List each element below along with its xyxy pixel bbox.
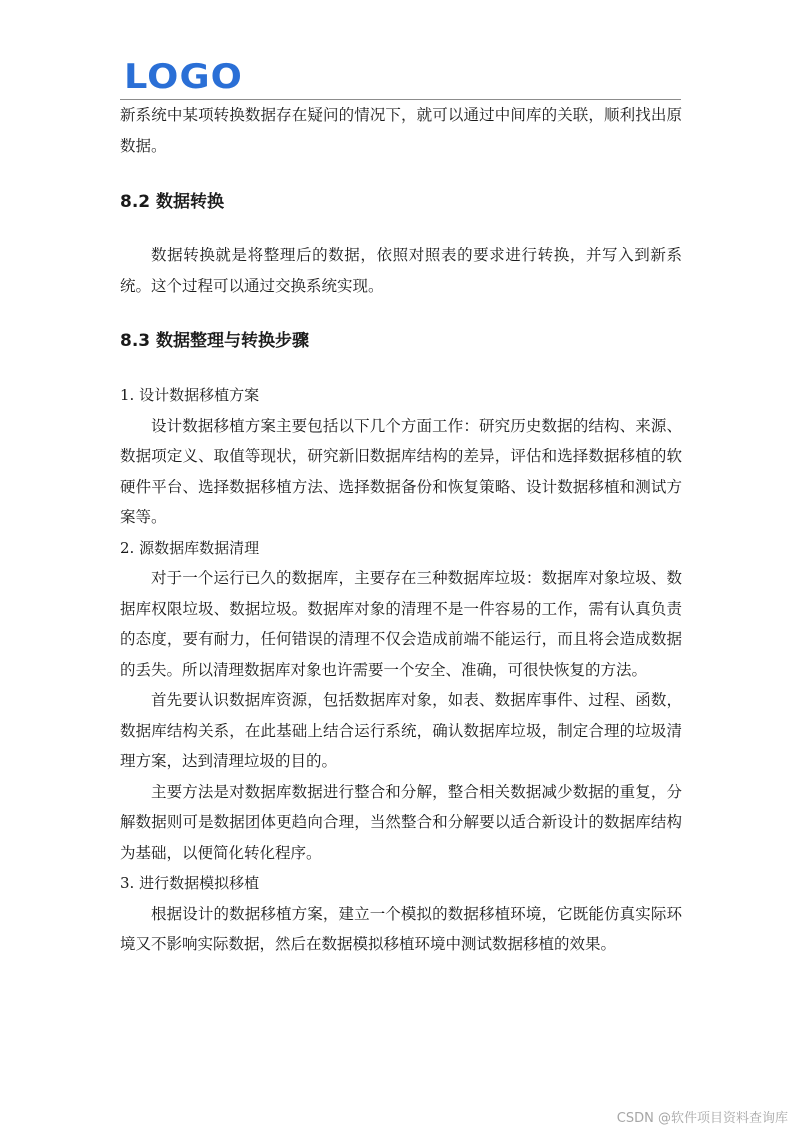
step-label: 1. 设计数据移植方案: [120, 386, 260, 404]
step-item-1: [120, 380, 682, 533]
step-paragraph: 主要方法是对数据库数据进行整合和分解，整合相关数据减少数据的重复，分解数据则可是数据团体更趋向合理，当然整合和分解要以适合新设计的数据库结构为基础，以便简化转化程序。: [120, 782, 682, 862]
section-heading-8-3: 8.3 数据整理与转换步骤: [120, 331, 310, 351]
section-8-2-paragraph: 数据转换就是将整理后的数据，依照对照表的要求进行转换，并写入到新系统。这个过程可以通过交换系统实现。: [120, 246, 682, 295]
step-label: 3. 进行数据模拟移植: [120, 874, 260, 892]
watermark: CSDN @软件项目资料查询库: [616, 1111, 788, 1126]
steps-list: [120, 380, 682, 960]
step-paragraph: 首先要认识数据库资源，包括数据库对象，如表、数据库事件、过程、函数，数据库结构关系，在此基础上结合运行系统，确认数据库垃圾，制定合理的垃圾清理方案，达到清理垃圾的目的。: [120, 691, 682, 770]
step-paragraph: 对于一个运行已久的数据库，主要存在三种数据库垃圾：数据库对象垃圾、数据库权限垃圾、数据垃圾。数据库对象的清理不是一件容易的工作，需有认真负责的态度，要有耐力，任何错误的清理不仅会造成前端不能运行，而且将会造成数据的丢失。所以清理数据库对象也许需要一个安全、准确，可很快恢复的方法。: [120, 569, 682, 679]
step-label: 2. 源数据库数据清理: [120, 538, 260, 557]
intro-paragraph: 新系统中某项转换数据存在疑问的情况下，就可以通过中间库的关联，顺利找出原数据。: [120, 106, 682, 155]
step-paragraph: 根据设计的数据移植方案，建立一个模拟的数据移植环境，它既能仿真实际环境又不影响实际数据，然后在数据模拟移植环境中测试数据移植的效果。: [120, 904, 682, 953]
section-heading-8-2: 8.2 数据转换: [120, 192, 225, 212]
logo: LOGO: [124, 57, 243, 97]
step-item-3: [120, 868, 682, 960]
document-body: [120, 100, 682, 960]
step-paragraph: 设计数据移植方案主要包括以下几个方面工作：研究历史数据的结构、来源、数据项定义、取值等现状，研究新旧数据库结构的差异，评估和选择数据移植的软硬件平台、选择数据移植方法、选择数据备份和恢复策略、设计数据移植和测试方案等。: [120, 416, 682, 526]
step-item-2: [120, 533, 682, 869]
